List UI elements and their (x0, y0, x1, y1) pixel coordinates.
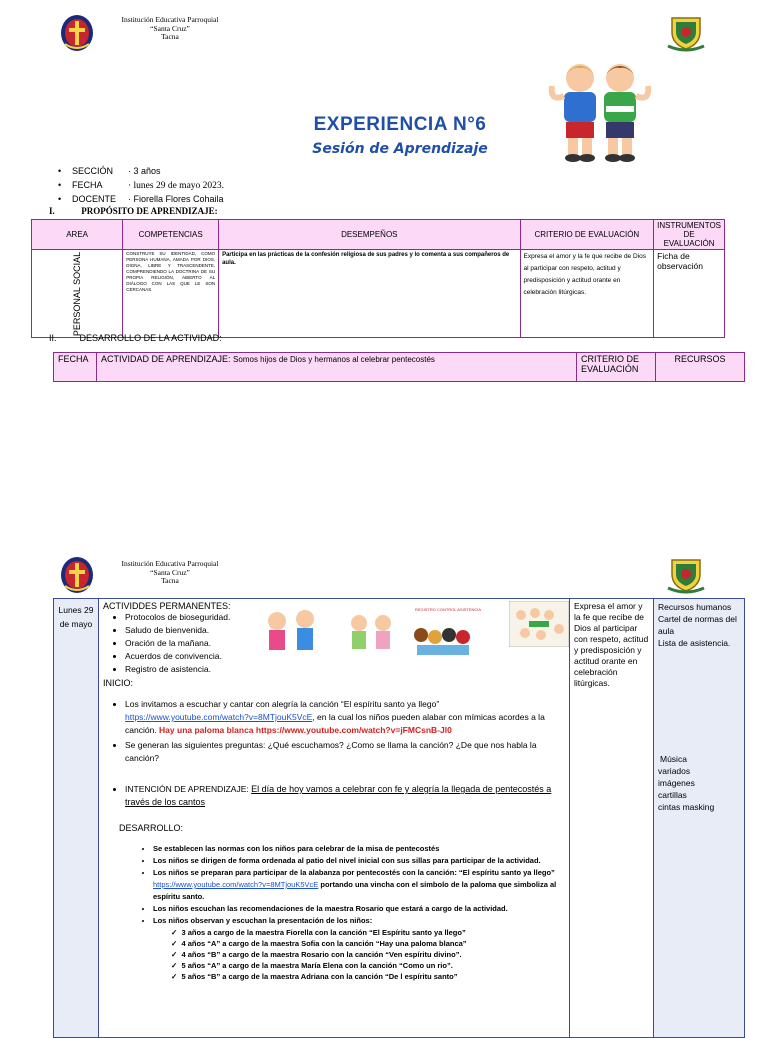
list-item: • Se generan las siguientes preguntas: ¿Qué escuchamos? ¿Como se llama la canción? ¿De que nos habla la canción? (125, 739, 565, 765)
inicio-title: INICIO: (103, 678, 134, 688)
intencion-label: INTENCIÓN DE APRENDIZAJE: (125, 784, 249, 794)
page-title: EXPERIENCIA N°6 (313, 114, 487, 135)
institution-line: Institución Educativa Parroquial (121, 15, 219, 24)
recurso-item: imágenes (658, 778, 695, 788)
bullet-icon: • (58, 194, 62, 204)
instrumento-cell (654, 250, 725, 338)
check-text: 5 años “B” a cargo de la maestra Adriana con la canción “De l espíritu santo” (181, 972, 458, 981)
info-label: DOCENTE (72, 194, 117, 204)
info-section (58, 166, 161, 176)
criterio-cell (570, 599, 654, 1038)
registro-caption: REGISTRO CONTROL ASISTENCIA (415, 607, 482, 612)
bullet-icon: • (58, 180, 62, 190)
check-text: 4 años “B” a cargo de la maestra Rosario con la canción “Ven espíritu divino”. (181, 950, 462, 959)
check-icon: ✓ (171, 939, 182, 948)
desarrollo-text: portando una vincha con el símbolo de la paloma que simboliza al espíritu santo. (153, 880, 557, 901)
check-icon: ✓ (171, 928, 182, 937)
check-icon: ✓ (171, 961, 182, 970)
recurso-item: Recursos humanos (658, 602, 732, 612)
table-header: COMPETENCIAS (123, 220, 219, 250)
recurso-item: cartillas (658, 790, 687, 800)
competencia-text: CONSTRUYE SU IDENTIDAD, COMO PERSONA HUMANA, AMADA POR DIOS, DIGNA, LIBRE Y TRASCENDENTE, COMPRENDIENDO LA DOCTRINA DE SU PROPIA RELIGIÓN, ABIERTO AL DIÁLOGO CON LAS QUE LE SON CERCANAS. (126, 251, 216, 292)
purpose-table (31, 219, 725, 338)
competencia-cell (123, 250, 219, 338)
institution-line: Tacna (161, 576, 179, 585)
actividad-label: ACTIVIDAD DE APRENDIZAJE: (101, 354, 231, 364)
check-item (171, 938, 565, 949)
info-value: · lunes 29 de mayo 2023. (128, 181, 225, 191)
desempeno-cell (219, 250, 520, 338)
instrumento-text: Ficha de observación (657, 251, 703, 271)
desarrollo-title: DESARROLLO: (119, 823, 184, 833)
check-text: 5 años “A” a cargo de la maestra María Elena con la canción “Como un rio”. (181, 961, 453, 970)
check-text: 3 años a cargo de la maestra Fiorella con la canción “El Espíritu santo ya llego” (181, 928, 466, 937)
info-label: SECCIÓN (72, 166, 114, 176)
table-row (54, 353, 745, 382)
list-item: • Registro de asistencia. (125, 663, 565, 676)
list-item: • Se establecen las normas con los niños para celebrar de la misa de pentecostés (153, 843, 565, 855)
section-number: I. (49, 206, 55, 216)
actividad-value: Somos hijos de Dios y hermanos al celebrar pentecostés (233, 355, 435, 364)
table-header: AREA (32, 220, 123, 250)
school-crest-logo (60, 556, 94, 594)
table-header: DESEMPEÑOS (219, 220, 520, 250)
activity-table (53, 598, 745, 1038)
check-icon: ✓ (171, 972, 182, 981)
section-title: PROPÓSITO DE APRENDIZAJE: (81, 206, 218, 216)
shield-logo (666, 554, 706, 594)
date-text: Lunes 29 de mayo (58, 605, 94, 629)
list-item: • Los niños se dirigen de forma ordenada al patio del nivel inicial con sus sillas para participar de la actividad. (153, 855, 565, 867)
school-crest-logo (60, 14, 94, 52)
list-item: • Los niños escuchan las recomendaciones de la maestra Rosario que estará a cargo de la actividad. (153, 903, 565, 915)
list-item (153, 867, 565, 903)
check-text: 4 años “A” a cargo de la maestra Sofia con la canción “Hay una paloma blanca” (181, 939, 467, 948)
recurso-item: Lista de asistencia. (658, 638, 731, 648)
inicio-text: Los invitamos a escuchar y cantar con alegría la canción “El espíritu santo ya llego” (125, 699, 440, 709)
bullet-icon: • (58, 166, 62, 176)
song-link-red[interactable]: Hay una paloma blanca https://www.youtube.com/watch?v=jFMCsnB-Jl0 (159, 725, 452, 735)
desarrollo-text: Los niños se preparan para participar de la alabanza por pentecostés con la canción: “El espíritu santo ya llego” (153, 868, 555, 877)
actividad-header (97, 353, 577, 382)
date-cell (54, 599, 99, 1038)
fecha-header: FECHA (54, 353, 97, 382)
institution-line: “Santa Cruz” (150, 23, 190, 33)
check-item (171, 927, 565, 938)
institution-line: Tacna (161, 32, 179, 41)
institution-header (110, 560, 230, 586)
inicio-list (103, 698, 565, 765)
song-link[interactable]: https://www.youtube.com/watch?v=8MTjouK5VcE (153, 880, 319, 889)
info-teacher (58, 194, 224, 204)
list-item (125, 698, 565, 737)
page-1 (0, 0, 768, 512)
recurso-item: cintas masking (658, 802, 715, 812)
presentaciones-list (103, 927, 565, 982)
desarrollo-list (103, 843, 565, 927)
criterio-text: Expresa el amor y la fe que recibe de Dios al participar con respeto, actitud y predisposición y actitud orante en celebración litúrgicas. (574, 601, 649, 688)
recursos-cell (654, 599, 745, 1038)
desempeno-text: Participa en las prácticas de la confesión religiosa de sus padres y lo comenta a sus compañeros de aula. (222, 252, 510, 266)
institution-line: “Santa Cruz” (150, 567, 190, 577)
activity-cell (99, 599, 570, 1038)
section-2-heading (49, 333, 222, 343)
criterio-cell (520, 250, 654, 338)
children-illustration (546, 56, 654, 166)
table-header: INSTRUMENTOS DE EVALUACIÓN (654, 220, 725, 250)
criterio-header: CRITERIO DE EVALUACIÓN (577, 353, 656, 382)
section-number: II. (49, 333, 57, 343)
page-2 (0, 540, 768, 1024)
list-item: • Oración de la mañana. (125, 637, 565, 650)
intencion-value: El día de hoy vamos a celebrar con fe y alegría la llegada de pentecostés a través de los cantos (125, 784, 552, 807)
list-item: • Saludo de bienvenida. (125, 624, 565, 637)
list-item: • Acuerdos de convivencia. (125, 650, 565, 663)
table-row (54, 599, 745, 1038)
classroom-illustration (509, 601, 569, 647)
check-item (171, 971, 565, 982)
shield-logo (666, 12, 706, 52)
table-row (32, 250, 725, 338)
table-header: CRITERIO DE EVALUACIÓN (520, 220, 654, 250)
recursos-header: RECURSOS (656, 353, 745, 382)
list-item: • Los niños observan y escuchan la presentación de los niños: (153, 915, 565, 927)
section-1-heading (49, 206, 218, 216)
recurso-item: variados (658, 766, 691, 776)
check-item (171, 960, 565, 971)
song-link[interactable]: https://www.youtube.com/watch?v=8MTjouK5VcE (125, 712, 313, 722)
activity-header-table (53, 352, 745, 382)
section-title: DESARROLLO DE LA ACTIVIDAD: (79, 333, 222, 343)
page-subtitle: Sesión de Aprendizaje (312, 141, 488, 157)
area-label: PERSONAL SOCIAL (72, 251, 83, 336)
permanentes-title: ACTIVIDDES PERMANENTES: (103, 601, 231, 611)
criterio-text: Expresa el amor y la fe que recibe de Dios al participar con respeto, actitud y predisposición y actitud orante en celebración litúrgicas. (523, 253, 646, 296)
info-label: FECHA (72, 180, 103, 190)
check-item (171, 949, 565, 960)
table-header-row (32, 220, 725, 250)
inicio-text: , en la cual los niños pueden alabar con mímicas acordes a la canción. (125, 712, 545, 735)
institution-header (110, 16, 230, 42)
info-date (58, 180, 224, 191)
institution-line: Institución Educativa Parroquial (121, 559, 219, 568)
info-value: · Fiorella Flores Cohaila (128, 194, 224, 204)
recurso-item: Cartel de normas del aula (658, 614, 737, 636)
recurso-item: Música (660, 754, 687, 764)
intencion-list (103, 783, 565, 809)
list-item: • Protocolos de bioseguridad. (125, 611, 565, 624)
list-item (125, 783, 565, 809)
info-value: · 3 años (128, 166, 161, 176)
area-cell (32, 250, 123, 338)
check-icon: ✓ (171, 950, 182, 959)
